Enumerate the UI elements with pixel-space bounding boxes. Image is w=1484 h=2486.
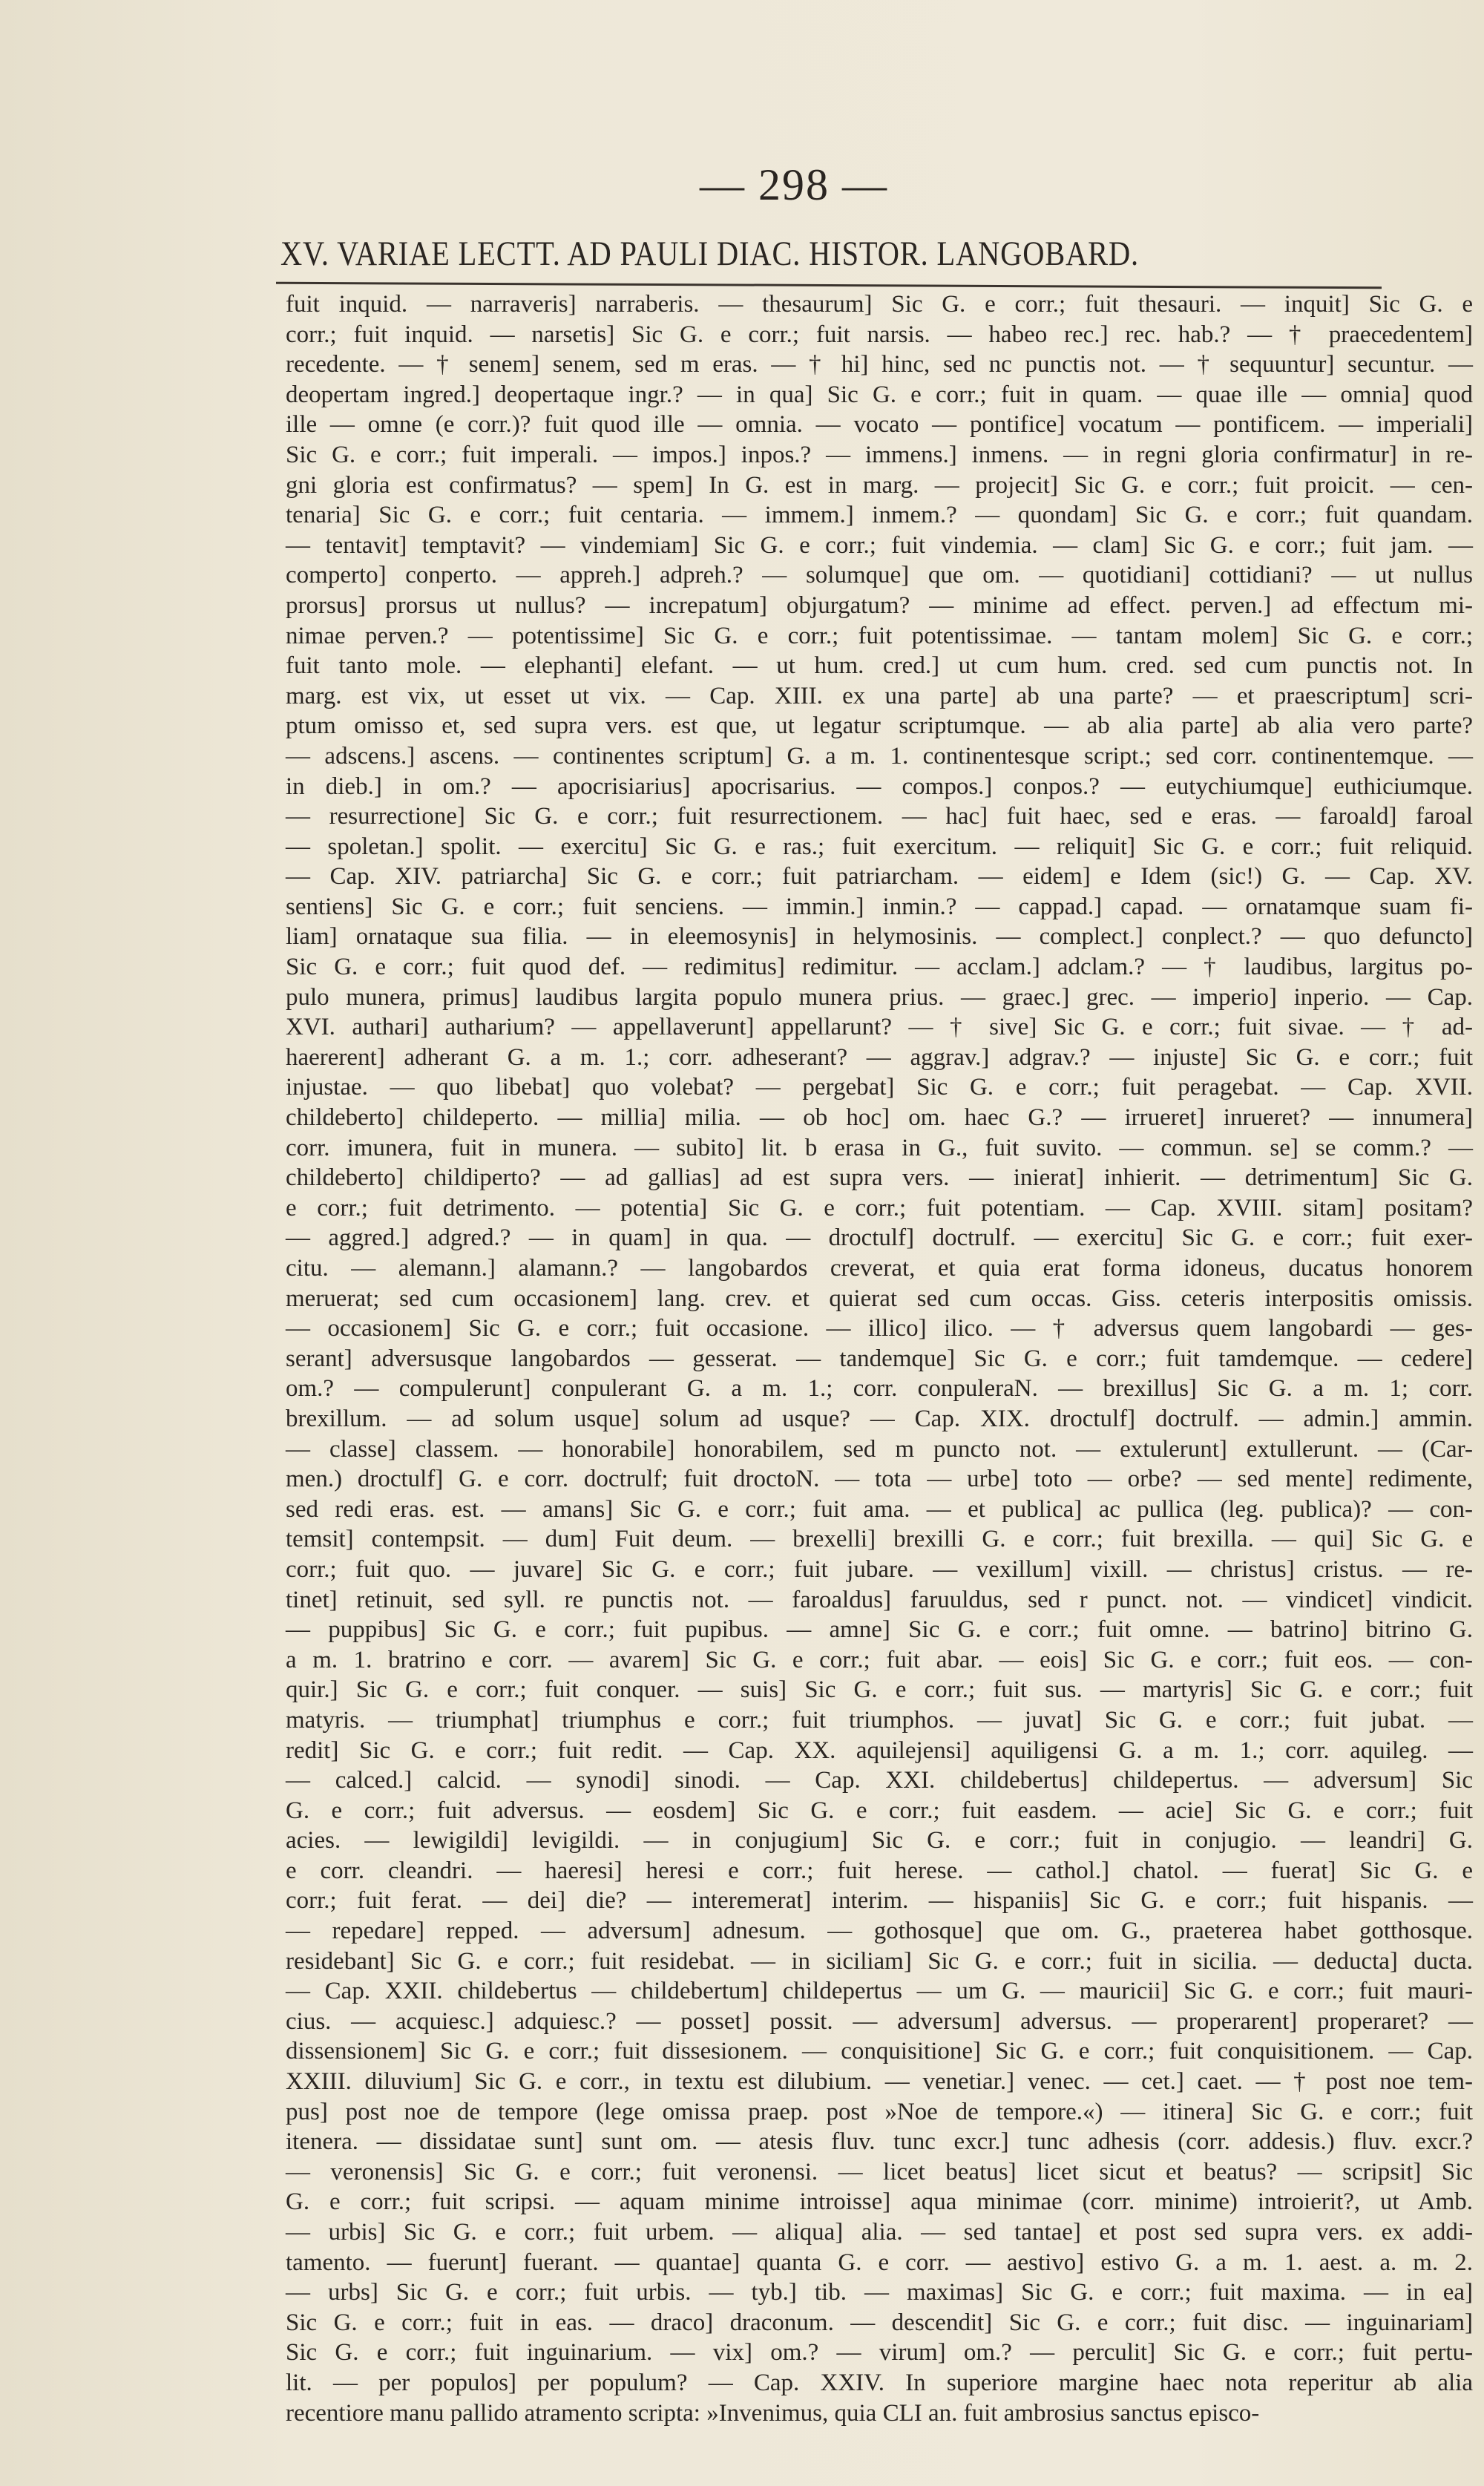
text-line-content: acies. — lewigildi] levigildi. — in conjugium] Sic G. e corr.; fuit in conjugio. — leandri] G. bbox=[286, 1827, 1473, 1854]
text-line-content: sentiens] Sic G. e corr.; fuit senciens. — immin.] inmin.? — cappad.] capad. — ornatamque suam fi- bbox=[286, 893, 1473, 920]
text-line bbox=[286, 2338, 1473, 2368]
text-line bbox=[286, 2187, 1473, 2217]
text-line-content: corr. imunera, fuit in munera. — subito] lit. b erasa in G., fuit suvito. — commun. se] se comm.? — bbox=[286, 1134, 1473, 1161]
text-line-content: — spoletan.] spolit. — exercitu] Sic G. e ras.; fuit exercitum. — reliquit] Sic G. e corr.; fuit reliquid. bbox=[286, 833, 1473, 860]
text-line-content: Sic G. e corr.; fuit in eas. — draco] draconum. — descendit] Sic G. e corr.; fuit disc. — inguinariam] bbox=[286, 2309, 1473, 2336]
text-line bbox=[286, 2007, 1473, 2037]
text-line-content: e corr.; fuit detrimento. — potentia] Sic G. e corr.; fuit potentiam. — Cap. XVIII. sitam] positam? bbox=[286, 1194, 1473, 1221]
text-line bbox=[286, 2277, 1473, 2308]
text-line-content: in dieb.] in om.? — apocrisiarius] apocrisarius. — compos.] conpos.? — eutychiumque] euthiciumque. bbox=[286, 773, 1473, 800]
text-line bbox=[286, 2398, 1473, 2429]
text-line bbox=[286, 1072, 1473, 1103]
page-number: — 298 — bbox=[700, 160, 888, 209]
text-line-content: nimae perven.? — potentissime] Sic G. e corr.; fuit potentissimae. — tantam molem] Sic G. e corr.; bbox=[286, 622, 1473, 649]
text-line bbox=[286, 350, 1473, 380]
text-line-content: corr.; fuit ferat. — dei] die? — interemerat] interim. — hispaniis] Sic G. e corr.; fuit hispanis. — bbox=[286, 1887, 1473, 1915]
text-line bbox=[286, 1313, 1473, 1344]
text-line bbox=[286, 1976, 1473, 2007]
text-line bbox=[286, 1796, 1473, 1826]
text-line bbox=[286, 2036, 1473, 2067]
text-line bbox=[286, 801, 1473, 832]
text-line bbox=[286, 1705, 1473, 1736]
text-line bbox=[286, 1736, 1473, 1766]
page-title: XV. VARIAE LECTT. AD PAULI DIAC. HISTOR. LANGOBARD. bbox=[280, 235, 1139, 273]
text-line bbox=[286, 2097, 1473, 2128]
text-line-content: — tentavit] temptavit? — vindemiam] Sic G. e corr.; fuit vindemia. — clam] Sic G. e corr.; fuit jam. — bbox=[286, 531, 1473, 559]
text-line-content: — urbs] Sic G. e corr.; fuit urbis. — tyb.] tib. — maximas] Sic G. e corr.; fuit maxima. — in ea] bbox=[286, 2279, 1473, 2306]
text-line-content: injustae. — quo libebat] quo volebat? — pergebat] Sic G. e corr.; fuit peragebat. — Cap. XVII. bbox=[286, 1074, 1473, 1101]
text-line-content: itenera. — dissidatae sunt] sunt om. — atesis fluv. tunc excr.] tunc adhesis (corr. addesis.) fluv. excr.? bbox=[286, 2128, 1473, 2156]
text-line bbox=[286, 922, 1473, 952]
text-line-content: quir.] Sic G. e corr.; fuit conquer. — suis] Sic G. e corr.; fuit sus. — martyris] Sic G. e corr.; fuit bbox=[286, 1676, 1473, 1704]
text-line-content: — Cap. XXII. childebertus — childebertum] childepertus — um G. — mauricii] Sic G. e corr.; fuit mauri- bbox=[286, 1978, 1473, 2005]
text-line-content: haererent] adherant G. a m. 1.; corr. adheserant? — aggrav.] adgrav.? — injuste] Sic G. e corr.; fuit bbox=[286, 1043, 1473, 1071]
text-line-content: liam] ornataque sua filia. — in eleemosynis] in helymosinis. — complect.] conplect.? — quo defuncto] bbox=[286, 923, 1473, 951]
text-line bbox=[286, 1434, 1473, 1465]
text-line bbox=[286, 2217, 1473, 2248]
text-line-content: tinet] retinuit, sed syll. re punctis not. — faroaldus] faruuldus, sed r punct. not. — vindicet] vindicit. bbox=[286, 1586, 1473, 1613]
text-line bbox=[286, 741, 1473, 772]
text-line-content: — calced.] calcid. — synodi] sinodi. — Cap. XXI. childebertus] childepertus. — adversum] Sic bbox=[286, 1767, 1473, 1794]
text-line-content: redit] Sic G. e corr.; fuit redit. — Cap. XX. aquilejensi] aquiligensi G. a m. 1.; corr. aquileg. — bbox=[286, 1736, 1473, 1764]
text-line-content: prorsus] prorsus ut nullus? — increpatum] objurgatum? — minime ad effect. perven.] ad effectum mi- bbox=[286, 591, 1473, 619]
text-line-content: — occasionem] Sic G. e corr.; fuit occasione. — illico] ilico. — † adversus quem langobardi — ges- bbox=[286, 1315, 1473, 1342]
text-line bbox=[286, 2308, 1473, 2338]
text-line bbox=[286, 1284, 1473, 1314]
text-line-content: fuit inquid. — narraveris] narraberis. — thesaurum] Sic G. e corr.; fuit thesauri. — inquit] Sic G. e bbox=[286, 291, 1473, 318]
text-line-content: comperto] conperto. — appreh.] adpreh.? — solumque] que om. — quotidiani] cottidiani? — ut nullus bbox=[286, 562, 1473, 589]
text-line bbox=[286, 289, 1473, 320]
text-line-content: om.? — compulerunt] conpulerant G. a m. 1.; corr. conpuleraN. — brexillus] Sic G. a m. 1; corr. bbox=[286, 1375, 1473, 1403]
text-line-content: meruerat; sed cum occasionem] lang. crev. et quierat sed cum occas. Giss. ceteris interpositis omissis. bbox=[286, 1285, 1473, 1312]
text-line-content: — urbis] Sic G. e corr.; fuit urbem. — aliqua] alia. — sed tantae] et post sed supra vers. ex addi- bbox=[286, 2219, 1473, 2246]
text-line bbox=[286, 1765, 1473, 1796]
text-line bbox=[286, 1253, 1473, 1284]
text-line-content: — puppibus] Sic G. e corr.; fuit pupibus. — amne] Sic G. e corr.; fuit omne. — batrino] bitrino G. bbox=[286, 1616, 1473, 1644]
text-line-content: G. e corr.; fuit scripsi. — aquam minime introisse] aqua minimae (corr. minime) introierit?, ut Amb. bbox=[286, 2188, 1473, 2216]
text-line bbox=[286, 1524, 1473, 1555]
text-line bbox=[286, 1555, 1473, 1585]
text-line bbox=[286, 1947, 1473, 1977]
text-line-content: childeberto] childiperto? — ad gallias] ad est supra vers. — inierat] inhierit. — detrimentum] Sic G. bbox=[286, 1164, 1473, 1192]
text-line bbox=[286, 2248, 1473, 2278]
text-line bbox=[286, 320, 1473, 350]
text-line-content: — repedare] repped. — adversum] adnesum. — gothosque] que om. G., praeterea habet gotthosque. bbox=[286, 1918, 1473, 1945]
text-line bbox=[286, 1886, 1473, 1916]
text-line-content: cius. — acquiesc.] adquiesc.? — posset] possit. — adversum] adversus. — properarent] properaret? — bbox=[286, 2007, 1473, 2035]
text-line bbox=[286, 1916, 1473, 1947]
text-line-content: pulo munera, primus] laudibus largita populo munera prius. — graec.] grec. — imperio] inperio. — Cap. bbox=[286, 983, 1473, 1011]
text-line bbox=[286, 500, 1473, 531]
apparatus-text bbox=[286, 289, 1473, 2428]
text-line bbox=[286, 1615, 1473, 1645]
text-line-content: e corr. cleandri. — haeresi] heresi e corr.; fuit herese. — cathol.] chatol. — fuerat] Sic G. e bbox=[286, 1857, 1473, 1884]
text-line bbox=[286, 651, 1473, 681]
text-line bbox=[286, 1404, 1473, 1434]
text-line bbox=[286, 1012, 1473, 1043]
text-line bbox=[286, 591, 1473, 621]
text-line-content: ptum omisso et, sed supra vers. est que, ut legatur scriptumque. — ab alia parte] ab alia vero parte? bbox=[286, 712, 1473, 740]
text-line-content: a m. 1. bratrino e corr. — avarem] Sic G. e corr.; fuit abar. — eois] Sic G. e corr.; fuit eos. — con- bbox=[286, 1646, 1473, 1673]
text-line-content: sed redi eras. est. — amans] Sic G. e corr.; fuit ama. — et publica] ac pullica (leg. publica)? — con- bbox=[286, 1495, 1473, 1523]
text-line bbox=[286, 1495, 1473, 1525]
text-line-content: pus] post noe de tempore (lege omissa praep. post »Noe de tempore.«) — itinera] Sic G. e corr.; fuit bbox=[286, 2098, 1473, 2125]
text-line-content: recentiore manu pallido atramento scripta: »Invenimus, quia CLI an. fuit ambrosius sanctus episco- bbox=[286, 2399, 1260, 2427]
text-line-content: tamento. — fuerunt] fuerant. — quantae] quanta G. e corr. — aestivo] estivo G. a m. 1. aest. a. m. 2. bbox=[286, 2249, 1473, 2276]
text-line-content: G. e corr.; fuit adversus. — eosdem] Sic G. e corr.; fuit easdem. — acie] Sic G. e corr.; fuit bbox=[286, 1797, 1473, 1824]
text-line-content: fuit tanto mole. — elephanti] elefant. — ut hum. cred.] ut cum hum. cred. sed cum punctis not. In bbox=[286, 652, 1473, 680]
text-line bbox=[286, 681, 1473, 712]
text-line bbox=[286, 711, 1473, 741]
text-line bbox=[286, 1103, 1473, 1133]
text-line bbox=[286, 892, 1473, 922]
text-line bbox=[286, 1585, 1473, 1616]
text-line bbox=[286, 983, 1473, 1013]
text-line bbox=[286, 1645, 1473, 1676]
text-line bbox=[286, 470, 1473, 501]
text-line-content: temsit] contempsit. — dum] Fuit deum. — brexelli] brexilli G. e corr.; fuit brexilla. — qui] Sic G. e bbox=[286, 1526, 1473, 1553]
text-line bbox=[286, 531, 1473, 561]
text-line-content: — resurrectione] Sic G. e corr.; fuit resurrectionem. — hac] fuit haec, sed e eras. — faroald] faroal bbox=[286, 803, 1473, 830]
text-line bbox=[286, 621, 1473, 652]
text-line bbox=[286, 1374, 1473, 1404]
text-line bbox=[286, 1163, 1473, 1193]
text-line bbox=[286, 1133, 1473, 1164]
text-line bbox=[286, 862, 1473, 892]
text-line-content: lit. — per populos] per populum? — Cap. XXIV. In superiore margine haec nota reperitur ab alia bbox=[286, 2369, 1473, 2396]
text-line bbox=[286, 1464, 1473, 1495]
text-line-content: corr.; fuit quo. — juvare] Sic G. e corr.; fuit jubare. — vexillum] vixill. — christus] cristus. — re- bbox=[286, 1555, 1473, 1583]
text-line-content: — adscens.] ascens. — continentes scriptum] G. a m. 1. continentesque script.; sed corr. continentemque. — bbox=[286, 742, 1473, 770]
text-line bbox=[286, 1223, 1473, 1253]
text-line bbox=[286, 832, 1473, 862]
text-line-content: XXIII. diluvium] Sic G. e corr., in textu est dilubium. — venetiar.] venec. — cet.] caet. — † post noe tem- bbox=[286, 2068, 1473, 2096]
text-line bbox=[286, 440, 1473, 470]
text-line-content: XVI. authari] autharium? — appellaverunt] appellarunt? — † sive] Sic G. e corr.; fuit sivae. — † ad- bbox=[286, 1014, 1473, 1041]
text-line bbox=[286, 1675, 1473, 1705]
text-line bbox=[286, 1826, 1473, 1856]
text-line-content: Sic G. e corr.; fuit inguinarium. — vix] om.? — virum] om.? — perculit] Sic G. e corr.; fuit pertu- bbox=[286, 2339, 1473, 2367]
text-line-content: marg. est vix, ut esset ut vix. — Cap. XIII. ex una parte] ab una parte? — et praescriptum] scri- bbox=[286, 682, 1473, 709]
text-line-content: citu. — alemann.] alamann.? — langobardos creverat, et quia erat forma idoneus, ducatus honorem bbox=[286, 1255, 1473, 1282]
text-line-content: brexillum. — ad solum usque] solum ad usque? — Cap. XIX. droctulf] doctrulf. — admin.] ammin. bbox=[286, 1405, 1473, 1432]
text-line bbox=[286, 952, 1473, 983]
text-line-content: ille — omne (e corr.)? fuit quod ille — omnia. — vocato — pontifice] vocatum — pontificem. — imperiali] bbox=[286, 411, 1473, 439]
text-line bbox=[286, 1193, 1473, 1224]
text-line-content: — Cap. XIV. patriarcha] Sic G. e corr.; fuit patriarcham. — eidem] e Idem (sic!) G. — Cap. XV. bbox=[286, 863, 1473, 891]
text-line-content: — classe] classem. — honorabile] honorabilem, sed m puncto not. — extulerunt] extullerunt. — (Car- bbox=[286, 1435, 1473, 1463]
text-line bbox=[286, 2157, 1473, 2188]
text-line bbox=[286, 2067, 1473, 2097]
text-line-content: — veronensis] Sic G. e corr.; fuit veronensi. — licet beatus] licet sicut et beatus? — scripsit] Sic bbox=[286, 2158, 1473, 2185]
text-line bbox=[286, 1856, 1473, 1886]
header-rule bbox=[276, 282, 1382, 289]
text-line-content: residebant] Sic G. e corr.; fuit residebat. — in siciliam] Sic G. e corr.; fuit in sicilia. — deducta] ducta. bbox=[286, 1947, 1473, 1975]
text-line-content: childeberto] childeperto. — millia] milia. — ob hoc] om. haec G.? — irrueret] inrueret? — innumera] bbox=[286, 1104, 1473, 1132]
text-line-content: matyris. — triumphat] triumphus e corr.; fuit triumphos. — juvat] Sic G. e corr.; fuit jubat. — bbox=[286, 1706, 1473, 1734]
text-line-content: tenaria] Sic G. e corr.; fuit centaria. — immem.] inmem.? — quondam] Sic G. e corr.; fuit quandam. bbox=[286, 502, 1473, 529]
text-line bbox=[286, 1043, 1473, 1073]
text-line bbox=[286, 2368, 1473, 2398]
text-line-content: Sic G. e corr.; fuit quod def. — redimitus] redimitur. — acclam.] adclam.? — † laudibus, largitus po- bbox=[286, 954, 1473, 981]
text-line-content: dissensionem] Sic G. e corr.; fuit dissesionem. — conquisitione] Sic G. e corr.; fuit conquisitionem. — Cap. bbox=[286, 2038, 1473, 2065]
text-line bbox=[286, 772, 1473, 802]
text-line bbox=[286, 560, 1473, 591]
text-line-content: serant] adversusque langobardos — gesserat. — tandemque] Sic G. e corr.; fuit tamdemque. — cedere] bbox=[286, 1345, 1473, 1372]
text-line bbox=[286, 2127, 1473, 2157]
text-line-content: corr.; fuit inquid. — narsetis] Sic G. e corr.; fuit narsis. — habeo rec.] rec. hab.? — † praecedentem] bbox=[286, 321, 1473, 348]
text-line-content: Sic G. e corr.; fuit imperali. — impos.] inpos.? — immens.] inmens. — in regni gloria confirmatur] in re- bbox=[286, 441, 1473, 468]
text-line-content: gni gloria est confirmatus? — spem] In G. est in marg. — projecit] Sic G. e corr.; fuit proicit. — cen- bbox=[286, 471, 1473, 499]
text-line-content: recedente. — † senem] senem, sed m eras. — † hi] hinc, sed nc punctis not. — † sequuntur] secuntur. — bbox=[286, 351, 1473, 378]
text-line-content: — aggred.] adgred.? — in quam] in qua. — droctulf] doctrulf. — exercitu] Sic G. e corr.; fuit exer- bbox=[286, 1224, 1473, 1252]
text-line bbox=[286, 1344, 1473, 1374]
text-line bbox=[286, 410, 1473, 440]
text-line bbox=[286, 380, 1473, 410]
text-line-content: men.) droctulf] G. e corr. doctrulf; fuit droctoN. — tota — urbe] toto — orbe? — sed mente] redimente, bbox=[286, 1466, 1473, 1493]
text-line-content: deopertam ingred.] deopertaque ingr.? — in qua] Sic G. e corr.; fuit in quam. — quae ille — omnia] quod bbox=[286, 381, 1473, 408]
